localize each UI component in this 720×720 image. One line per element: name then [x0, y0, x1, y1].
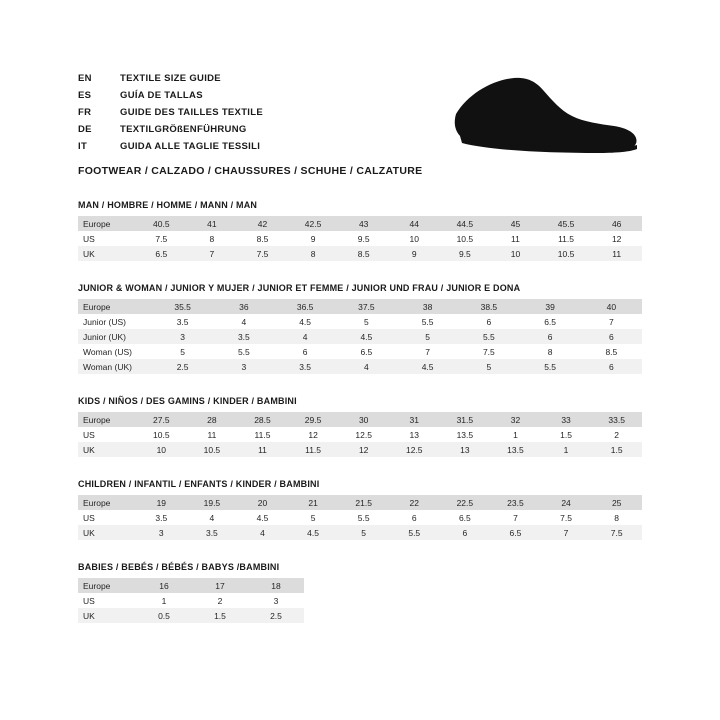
row-label: US	[83, 512, 95, 523]
size-cell: 7	[425, 346, 430, 357]
size-cell: 3.5	[213, 329, 274, 344]
size-cell: 4	[241, 316, 247, 327]
size-cell: 5	[310, 512, 316, 523]
size-cell: 7.5	[237, 246, 288, 261]
row-label: UK	[78, 442, 136, 457]
size-cell: 7	[187, 246, 238, 261]
size-cell: 45.5	[541, 216, 592, 231]
size-cell: 42.5	[288, 216, 339, 231]
size-cell: 13	[409, 429, 419, 440]
row-label: Woman (UK)	[78, 359, 152, 374]
size-cell: 18	[248, 578, 304, 593]
size-cell: 28	[187, 412, 238, 427]
language-guide-title: TEXTILGRÖßENFÜHRUNG	[120, 124, 247, 135]
row-label: US	[83, 429, 95, 440]
size-cell: 1	[513, 429, 518, 440]
table-row	[78, 314, 642, 329]
size-cell: 10	[136, 442, 187, 457]
size-cell: 3	[152, 329, 213, 344]
row-label: Europe	[78, 412, 136, 427]
size-cell: 5	[364, 316, 369, 327]
header	[78, 70, 642, 178]
size-cell: 44.5	[440, 216, 491, 231]
size-cell: 19.5	[187, 495, 238, 510]
size-cell: 45	[490, 216, 541, 231]
language-code: DE	[78, 124, 92, 135]
size-cell: 28.5	[237, 412, 288, 427]
table-row	[78, 510, 642, 525]
size-cell: 16	[136, 578, 192, 593]
table-row	[78, 216, 642, 231]
size-cell: 3	[213, 359, 274, 374]
section-title: BABIES / BEBÉS / BÉBÉS / BABYS /BAMBINI	[78, 562, 280, 572]
language-code: ES	[78, 90, 92, 101]
size-cell: 8.5	[256, 233, 269, 244]
table-row	[78, 299, 642, 314]
category-title: FOOTWEAR / CALZADO / CHAUSSURES / SCHUHE / CALZATURE	[78, 165, 423, 177]
size-cell: 7.5	[482, 346, 495, 357]
size-cell: 6	[520, 329, 581, 344]
size-cell: 5.5	[357, 512, 370, 523]
section-title: MAN / HOMBRE / HOMME / MANN / MAN	[78, 200, 258, 210]
table-row	[78, 412, 642, 427]
size-cell: 33.5	[591, 412, 642, 427]
size-cell: 3	[136, 525, 187, 540]
size-cell: 6	[581, 329, 642, 344]
size-cell: 10.5	[456, 233, 474, 244]
size-cell: 9	[310, 233, 316, 244]
size-cell: 7.5	[155, 233, 168, 244]
size-cell: 40	[581, 299, 642, 314]
size-cell: 3.5	[187, 525, 238, 540]
language-guide-title: TEXTILE SIZE GUIDE	[120, 73, 221, 84]
size-cell: 5.5	[458, 329, 519, 344]
size-cell: 36.5	[275, 299, 336, 314]
size-cell: 12.5	[355, 429, 372, 440]
table-row	[78, 231, 642, 246]
size-cell: 9	[389, 246, 440, 261]
size-cell: 7	[609, 316, 614, 327]
size-cell: 12	[308, 429, 318, 440]
section-title: CHILDREN / INFANTIL / ENFANTS / KINDER / BAMBINI	[78, 479, 320, 489]
size-cell: 42	[237, 216, 288, 231]
size-cell: 6.5	[360, 346, 373, 357]
size-cell: 6	[302, 346, 308, 357]
size-section-babies	[78, 562, 642, 623]
table-row	[78, 495, 642, 510]
size-section-children	[78, 479, 642, 540]
row-label: Junior (US)	[83, 316, 126, 327]
size-cell: 10.5	[187, 442, 238, 457]
size-cell: 21	[288, 495, 339, 510]
table-row	[78, 344, 642, 359]
size-cell: 11.5	[288, 442, 339, 457]
size-cell: 11.5	[558, 233, 574, 244]
row-label: US	[83, 595, 95, 606]
size-cell: 13.5	[490, 442, 541, 457]
size-cell: 1.5	[560, 429, 572, 440]
size-cell: 44	[389, 216, 440, 231]
language-guide-title: GUIDE DES TAILLES TEXTILE	[120, 107, 263, 118]
size-cell: 36	[213, 299, 274, 314]
size-cell: 12	[338, 442, 389, 457]
size-cell: 22.5	[440, 495, 491, 510]
size-cell: 17	[192, 578, 248, 593]
size-cell: 20	[237, 495, 288, 510]
size-cell: 22	[389, 495, 440, 510]
table-row	[78, 608, 304, 623]
size-cell: 4.5	[336, 329, 397, 344]
size-cell: 39	[520, 299, 581, 314]
size-cell: 1	[541, 442, 592, 457]
size-cell: 35.5	[152, 299, 213, 314]
size-cell: 11	[237, 442, 288, 457]
size-cell: 7.5	[591, 525, 642, 540]
size-cell: 3.5	[176, 316, 189, 327]
size-cell: 19	[136, 495, 187, 510]
size-cell: 1.5	[192, 608, 248, 623]
size-cell: 6	[486, 316, 492, 327]
row-label: UK	[78, 608, 136, 623]
size-cell: 11	[511, 233, 520, 244]
size-cell: 7.5	[560, 512, 572, 523]
size-table	[78, 216, 642, 261]
size-cell: 5	[180, 346, 185, 357]
size-cell: 11	[591, 246, 642, 261]
size-cell: 6	[440, 525, 491, 540]
size-cell: 2	[614, 429, 620, 440]
size-cell: 10.5	[153, 429, 170, 440]
size-cell: 6.5	[458, 512, 471, 523]
language-code: EN	[78, 73, 92, 84]
language-guide-title: GUÍA DE TALLAS	[120, 90, 203, 101]
size-cell: 8.5	[338, 246, 389, 261]
language-guide-title: GUIDA ALLE TAGLIE TESSILI	[120, 141, 261, 152]
size-cell: 5	[458, 359, 519, 374]
size-cell: 3.5	[275, 359, 336, 374]
size-tables	[78, 200, 642, 623]
size-cell: 32	[490, 412, 541, 427]
size-cell: 13	[440, 442, 491, 457]
size-cell: 0.5	[136, 608, 192, 623]
row-label: UK	[78, 246, 136, 261]
dress-shoe-icon	[448, 72, 648, 158]
row-label: Europe	[78, 578, 136, 593]
table-row	[78, 359, 642, 374]
size-cell: 5.5	[520, 359, 581, 374]
size-cell: 13.5	[456, 429, 474, 440]
language-code: IT	[78, 141, 88, 152]
language-code: FR	[78, 107, 92, 118]
size-cell: 6	[411, 512, 417, 523]
size-cell: 25	[591, 495, 642, 510]
size-cell: 40.5	[136, 216, 187, 231]
size-cell: 6	[581, 359, 642, 374]
row-label: Europe	[78, 216, 136, 231]
size-cell: 4	[336, 359, 397, 374]
size-table	[78, 495, 642, 540]
size-cell: 2	[217, 595, 223, 606]
size-cell: 2.5	[248, 608, 304, 623]
size-cell: 38	[397, 299, 458, 314]
size-table	[78, 578, 304, 623]
table-row	[78, 578, 304, 593]
size-cell: 6.5	[490, 525, 541, 540]
size-cell: 4.5	[288, 525, 339, 540]
size-cell: 4.5	[397, 359, 458, 374]
row-label: US	[83, 233, 95, 244]
size-cell: 5	[397, 329, 458, 344]
size-cell: 10	[490, 246, 541, 261]
table-row	[78, 329, 642, 344]
table-row	[78, 525, 642, 540]
size-cell: 30	[338, 412, 389, 427]
size-table	[78, 412, 642, 457]
row-label: Woman (US)	[83, 346, 132, 357]
size-cell: 7	[513, 512, 518, 523]
size-cell: 1	[161, 595, 167, 606]
size-cell: 8	[547, 346, 553, 357]
size-cell: 21.5	[338, 495, 389, 510]
row-label: UK	[78, 525, 136, 540]
size-cell: 8	[209, 233, 215, 244]
row-label: Europe	[78, 495, 136, 510]
size-cell: 24	[541, 495, 592, 510]
size-table	[78, 299, 642, 374]
table-row	[78, 442, 642, 457]
size-cell: 31	[389, 412, 440, 427]
size-cell: 43	[338, 216, 389, 231]
size-section-junior-woman	[78, 283, 642, 374]
size-cell: 3	[273, 595, 279, 606]
size-cell: 12	[611, 233, 622, 244]
size-cell: 38.5	[458, 299, 519, 314]
size-cell: 5.5	[421, 316, 434, 327]
size-cell: 3.5	[155, 512, 168, 523]
size-cell: 5.5	[389, 525, 440, 540]
size-cell: 6.5	[136, 246, 187, 261]
size-cell: 1.5	[591, 442, 642, 457]
size-section-man	[78, 200, 642, 261]
size-cell: 8	[288, 246, 339, 261]
size-cell: 31.5	[440, 412, 491, 427]
size-cell: 9.5	[357, 233, 370, 244]
size-cell: 9.5	[440, 246, 491, 261]
size-cell: 10	[409, 233, 419, 244]
size-cell: 37.5	[336, 299, 397, 314]
size-cell: 12.5	[389, 442, 440, 457]
size-cell: 46	[591, 216, 642, 231]
section-title: JUNIOR & WOMAN / JUNIOR Y MUJER / JUNIOR ET FEMME / JUNIOR UND FRAU / JUNIOR E DONA	[78, 283, 521, 293]
size-cell: 5	[338, 525, 389, 540]
size-cell: 6.5	[544, 316, 557, 327]
row-label: Junior (UK)	[78, 329, 152, 344]
size-cell: 10.5	[541, 246, 592, 261]
size-cell: 2.5	[152, 359, 213, 374]
size-cell: 5.5	[237, 346, 250, 357]
size-cell: 4.5	[299, 316, 312, 327]
size-section-kids	[78, 396, 642, 457]
size-cell: 8	[614, 512, 620, 523]
size-cell: 29.5	[288, 412, 339, 427]
row-label: Europe	[78, 299, 152, 314]
size-cell: 7	[541, 525, 592, 540]
size-cell: 27.5	[136, 412, 187, 427]
size-cell: 4	[209, 512, 215, 523]
table-row	[78, 246, 642, 261]
size-cell: 41	[187, 216, 238, 231]
size-cell: 4	[237, 525, 288, 540]
size-cell: 33	[541, 412, 592, 427]
size-cell: 11.5	[254, 429, 271, 440]
size-cell: 8.5	[605, 346, 618, 357]
size-cell: 4.5	[256, 512, 269, 523]
table-row	[78, 427, 642, 442]
size-cell: 11	[207, 429, 217, 440]
section-title: KIDS / NIÑOS / DES GAMINS / KINDER / BAMBINI	[78, 396, 297, 406]
table-row	[78, 593, 304, 608]
size-cell: 4	[275, 329, 336, 344]
size-cell: 23.5	[490, 495, 541, 510]
